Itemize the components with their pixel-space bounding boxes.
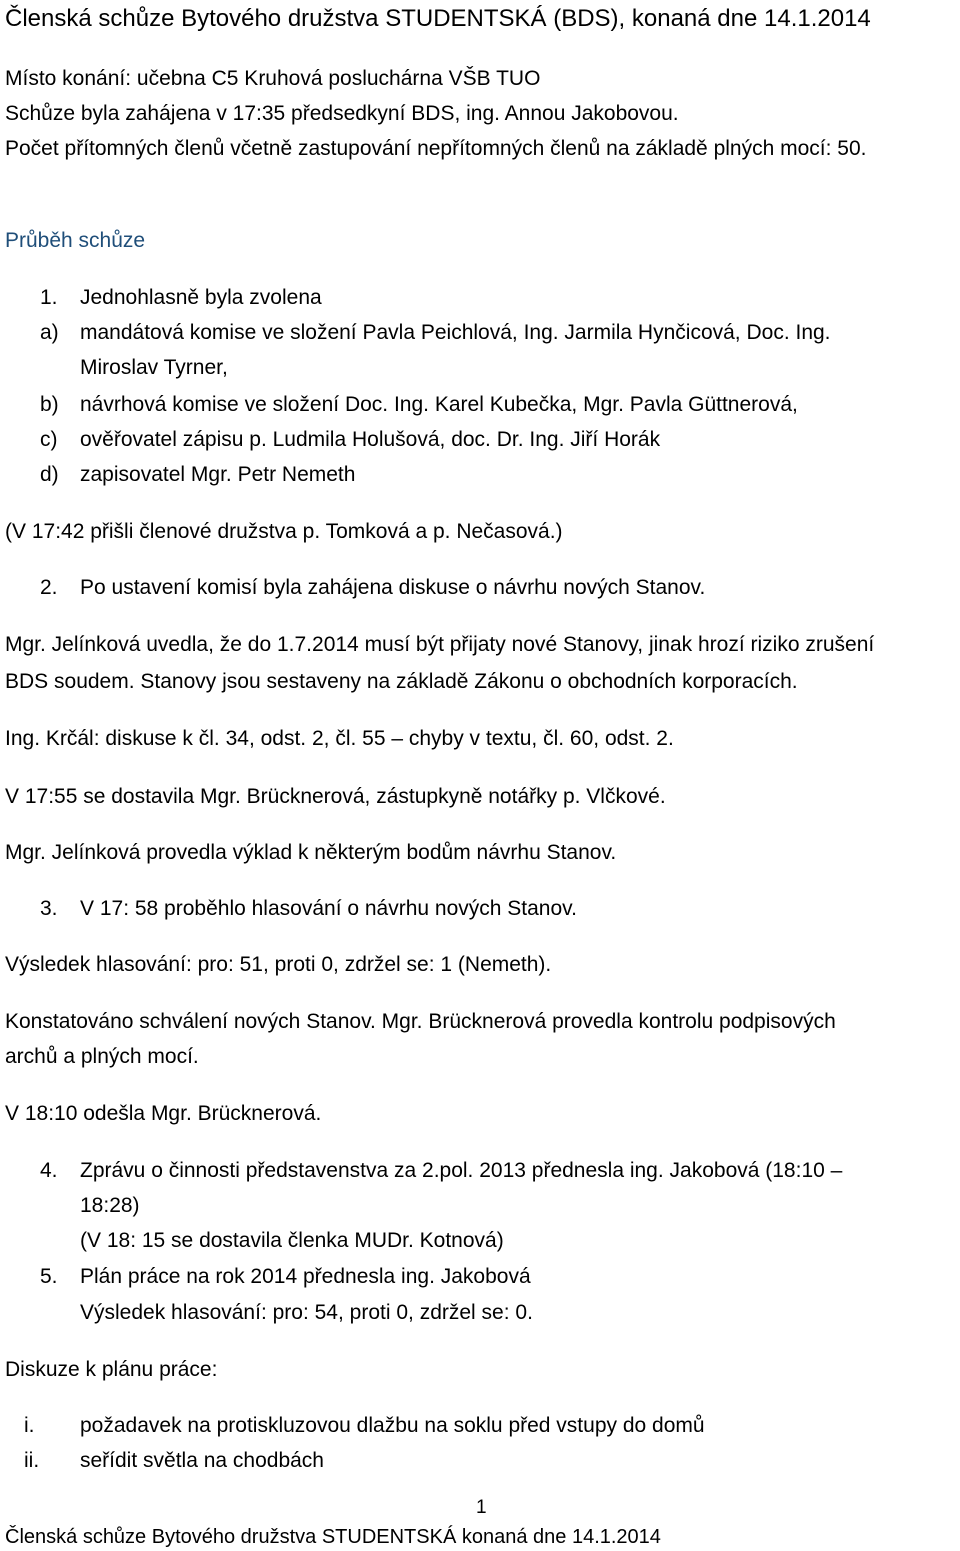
- item-text: Po ustavení komisí byla zahájena diskuse o návrhu nových Stanov.: [80, 576, 706, 599]
- item-number: 5.: [40, 1265, 58, 1288]
- item-number: 3.: [40, 897, 58, 920]
- paragraph-text: V 18:10 odešla Mgr. Brücknerová.: [5, 1102, 322, 1125]
- paragraph-text: Mgr. Jelínková uvedla, že do 1.7.2014 musí být přijaty nové Stanovy, jinak hrozí riziko zrušení: [5, 633, 875, 656]
- subitem-label: b): [40, 393, 59, 416]
- item-text: V 17: 58 proběhlo hlasování o návrhu nových Stanov.: [80, 897, 577, 920]
- item-text-continuation: 18:28): [80, 1194, 140, 1217]
- roman-item-text: požadavek na protiskluzovou dlažbu na soklu před vstupy do domů: [80, 1414, 705, 1437]
- item-text: Jednohlasně byla zvolena: [80, 286, 322, 309]
- paragraph-text: BDS soudem. Stanovy jsou sestaveny na základě Zákonu o obchodních korporacích.: [5, 670, 798, 693]
- subitem-text: ověřovatel zápisu p. Ludmila Holušová, doc. Dr. Ing. Jiří Horák: [80, 428, 661, 451]
- meeting-location: Místo konání: učebna C5 Kruhová posluchárna VŠB TUO: [5, 67, 541, 90]
- section-heading: Průběh schůze: [5, 229, 146, 252]
- attendance-count: Počet přítomných členů včetně zastupování nepřítomných členů na základě plných mocí: 50.: [5, 137, 867, 160]
- paragraph-text: archů a plných mocí.: [5, 1045, 199, 1068]
- subitem-label: d): [40, 463, 59, 486]
- paragraph-text: Mgr. Jelínková provedla výklad k některým bodům návrhu Stanov.: [5, 841, 617, 864]
- roman-item-text: seřídit světla na chodbách: [80, 1449, 324, 1472]
- subitem-text: mandátová komise ve složení Pavla Peichlová, Ing. Jarmila Hynčicová, Doc. Ing.: [80, 321, 831, 344]
- paragraph-text: Konstatováno schválení nových Stanov. Mgr. Brücknerová provedla kontrolu podpisových: [5, 1010, 836, 1033]
- paragraph-text: V 17:55 se dostavila Mgr. Brücknerová, zástupkyně notářky p. Vlčkové.: [5, 785, 666, 808]
- roman-item-label: i.: [24, 1414, 35, 1437]
- vote-result: Výsledek hlasování: pro: 54, proti 0, zdržel se: 0.: [80, 1301, 533, 1324]
- subitem-text-continuation: Miroslav Tyrner,: [80, 356, 228, 379]
- page-footer: Členská schůze Bytového družstva STUDENTSKÁ konaná dne 14.1.2014: [5, 1526, 661, 1548]
- item-number: 2.: [40, 576, 58, 599]
- document-title: Členská schůze Bytového družstva STUDENTSKÁ (BDS), konaná dne 14.1.2014: [5, 5, 871, 32]
- item-text-continuation: (V 18: 15 se dostavila členka MUDr. Kotnová): [80, 1229, 504, 1252]
- item-number: 1.: [40, 286, 58, 309]
- paragraph-text: Ing. Krčál: diskuse k čl. 34, odst. 2, čl. 55 – chyby v textu, čl. 60, odst. 2.: [5, 727, 674, 750]
- vote-result: Výsledek hlasování: pro: 51, proti 0, zdržel se: 1 (Nemeth).: [5, 953, 552, 976]
- roman-item-label: ii.: [24, 1449, 40, 1472]
- subitem-label: a): [40, 321, 59, 344]
- meeting-opening: Schůze byla zahájena v 17:35 předsedkyní BDS, ing. Annou Jakobovou.: [5, 102, 679, 125]
- item-number: 4.: [40, 1159, 58, 1182]
- item-text: Plán práce na rok 2014 přednesla ing. Jakobová: [80, 1265, 531, 1288]
- arrival-note: (V 17:42 přišli členové družstva p. Tomková a p. Nečasová.): [5, 520, 563, 543]
- subitem-label: c): [40, 428, 58, 451]
- item-text: Zprávu o činnosti představenstva za 2.pol. 2013 přednesla ing. Jakobová (18:10 –: [80, 1159, 843, 1182]
- subitem-text: zapisovatel Mgr. Petr Nemeth: [80, 463, 356, 486]
- subitem-text: návrhová komise ve složení Doc. Ing. Karel Kubečka, Mgr. Pavla Güttnerová,: [80, 393, 798, 416]
- page-number: 1: [476, 1497, 487, 1518]
- discussion-heading: Diskuze k plánu práce:: [5, 1358, 218, 1381]
